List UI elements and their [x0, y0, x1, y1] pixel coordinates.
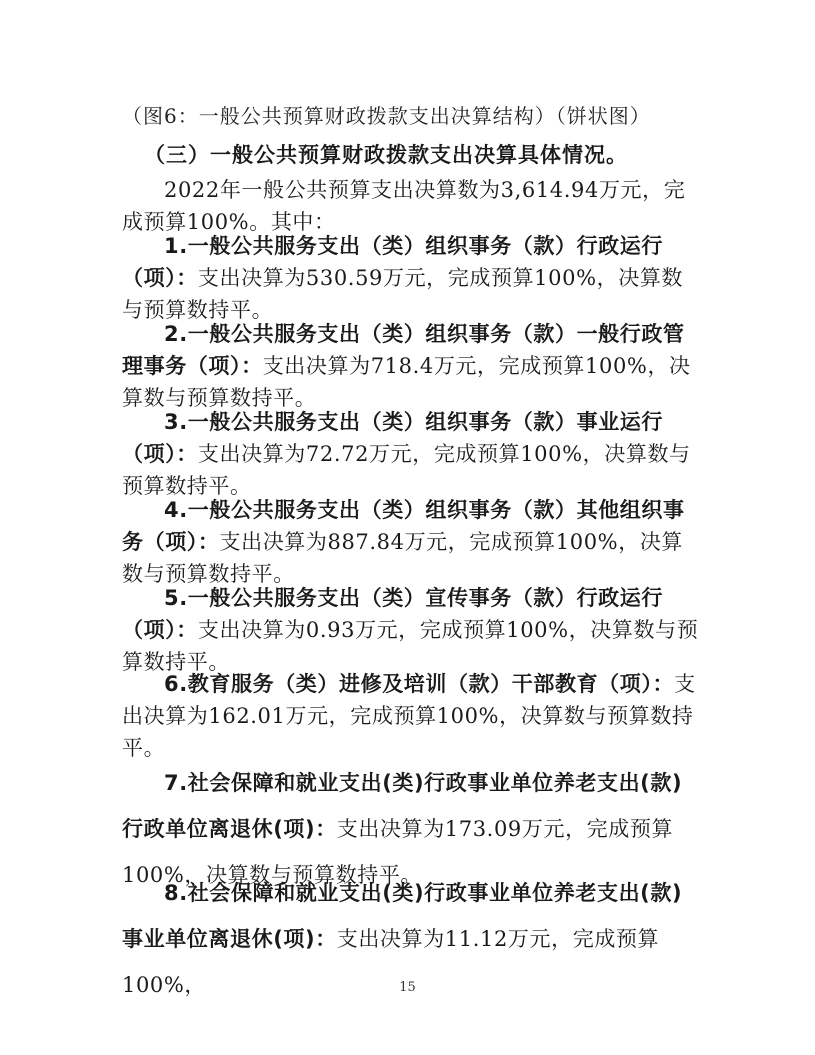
item-5 — [122, 582, 702, 678]
figure-caption: （图6：一般公共预算财政拨款支出决算结构）（饼状图） — [122, 104, 651, 128]
item-2-title: 2.一般公共服务支出（类）组织事务（款）一般行政管理事务（项）： — [122, 322, 685, 378]
item-3-title: 3.一般公共服务支出（类）组织事务（款）事业运行（项）： — [122, 410, 663, 466]
item-5-text: 支出决算为0.93万元，完成预算100%，决算数与预算数持平。 — [122, 618, 699, 674]
item-5-title: 5.一般公共服务支出（类）宣传事务（款）行政运行（项）： — [122, 586, 663, 642]
item-7-text: 支出决算为173.09万元，完成预算100%，决算数与预算数持平。 — [122, 817, 674, 887]
page-number: 15 — [399, 980, 416, 995]
intro-paragraph — [122, 174, 702, 238]
item-6-title: 6.教育服务（类）进修及培训（款）干部教育（项）： — [164, 672, 675, 696]
item-4-title: 4.一般公共服务支出（类）组织事务（款）其他组织事务（项）： — [122, 498, 685, 554]
section-title: （三）一般公共预算财政拨款支出决算具体情况。 — [144, 143, 628, 167]
item-2-text: 支出决算为718.4万元，完成预算100%，决算数与预算数持平。 — [122, 354, 691, 410]
item-8-title: 8.社会保障和就业支出(类)行政事业单位养老支出(款)事业单位离退休(项)： — [122, 881, 683, 951]
item-4 — [122, 494, 702, 590]
intro-text: 2022年一般公共预算支出决算数为3,614.94万元，完成预算100%。其中： — [122, 178, 686, 234]
item-1 — [122, 230, 702, 326]
item-1-title: 1.一般公共服务支出（类）组织事务（款）行政运行（项）： — [122, 234, 663, 290]
item-4-text: 支出决算为887.84万元，完成预算100%，决算数与预算数持平。 — [122, 530, 684, 586]
item-3 — [122, 406, 702, 502]
item-6-text: 支出决算为162.01万元，完成预算100%，决算数与预算数持平。 — [122, 672, 696, 760]
item-3-text: 支出决算为72.72万元，完成预算100%，决算数与预算数持平。 — [122, 442, 691, 498]
item-7-title: 7.社会保障和就业支出(类)行政事业单位养老支出(款)行政单位离退休(项)： — [122, 771, 683, 841]
item-8-text: 支出决算为11.12万元，完成预算100%， — [122, 927, 660, 997]
item-2 — [122, 318, 702, 414]
item-6 — [122, 668, 702, 764]
item-1-text: 支出决算为530.59万元，完成预算100%，决算数与预算数持平。 — [122, 266, 684, 322]
